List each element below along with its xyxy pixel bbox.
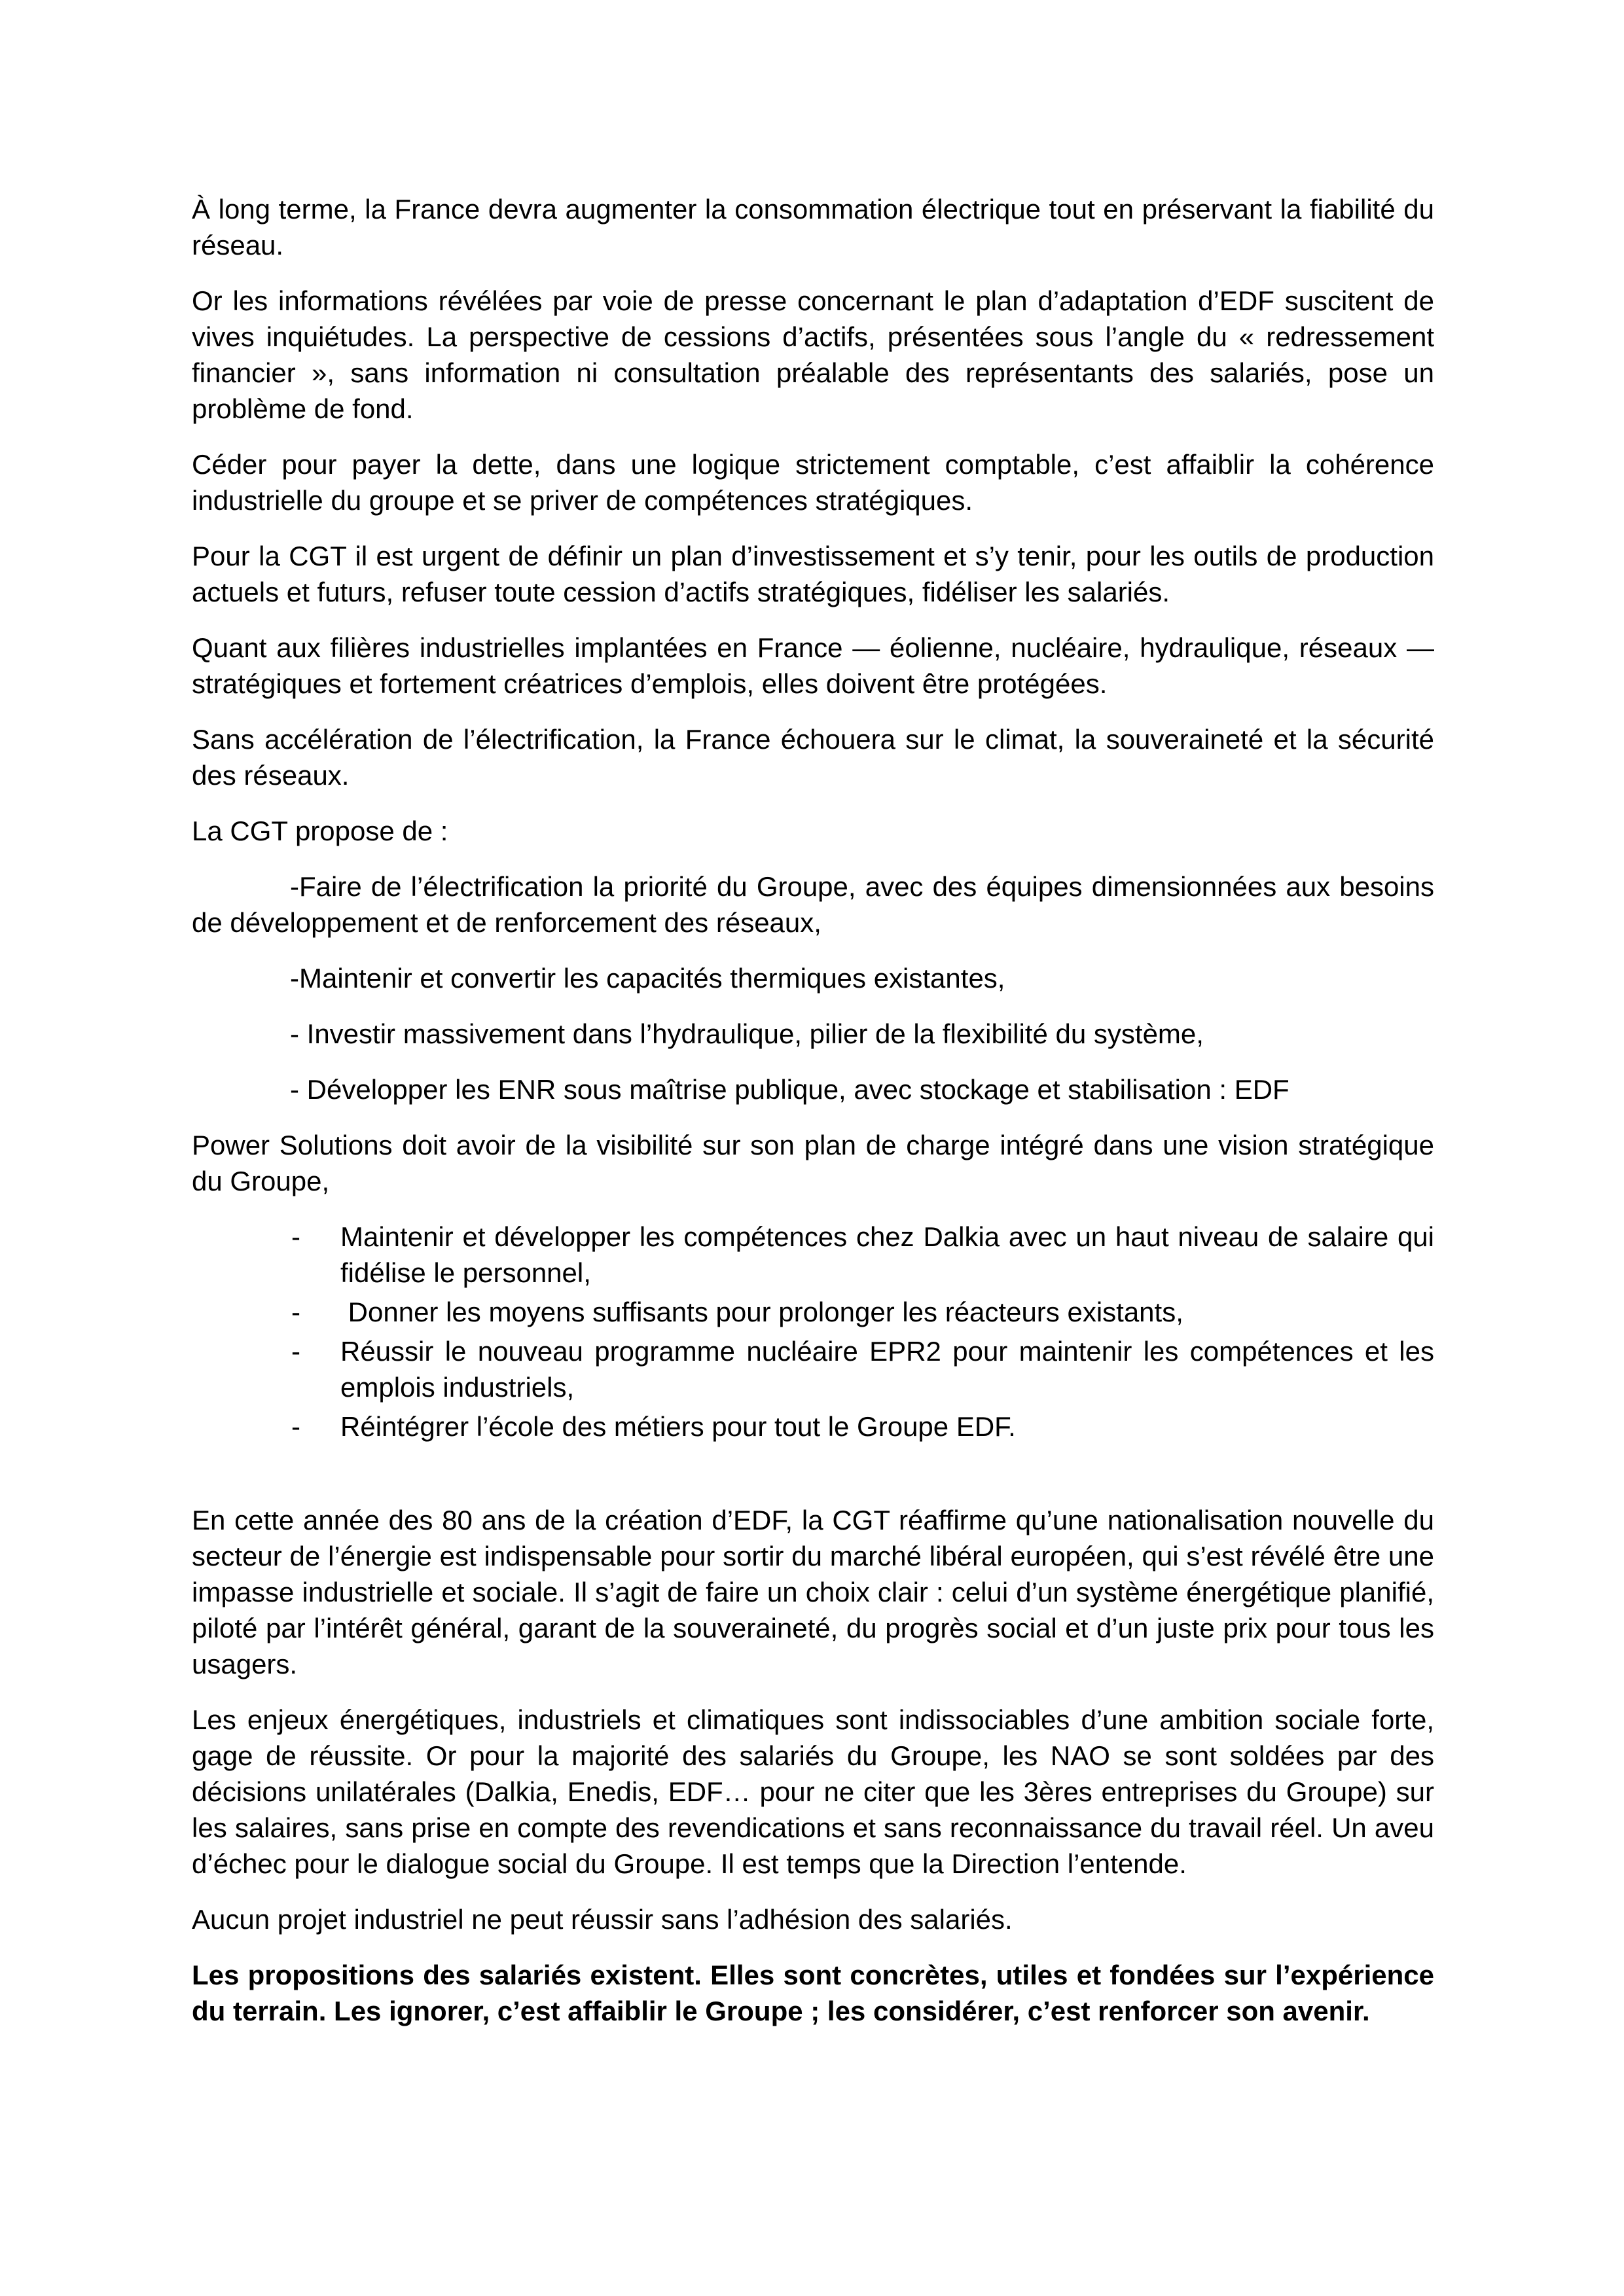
body-paragraph: Aucun projet industriel ne peut réussir sans l’adhésion des salariés.: [192, 1904, 1013, 1935]
body-paragraph: En cette année des 80 ans de la création d’EDF, la CGT réaffirme qu’une nationalisation nouvelle du secteur de l’énergie est indispensable pour sortir du marché libéral européen, qui s’est révélé être une impasse industrielle et sociale. Il s’agit de faire un choix clair : celui d’un système énergétique planifié, piloté par l’intérêt général, garant de la souveraineté, du progrès social et d’un juste prix pour tous les usagers.: [192, 1505, 1434, 1679]
dash-list-item: - Maintenir et développer les compétences chez Dalkia avec un haut niveau de salaire qui fidélise le personnel,: [192, 1219, 1434, 1291]
dash-list-item: - Réussir le nouveau programme nucléaire EPR2 pour maintenir les compétences et les emplois industriels,: [192, 1333, 1434, 1405]
body-paragraph: Power Solutions doit avoir de la visibilité sur son plan de charge intégré dans une vision stratégique du Groupe,: [192, 1130, 1434, 1196]
dash-list-item: - Réintégrer l’école des métiers pour tout le Groupe EDF.: [192, 1408, 1434, 1444]
body-paragraph: Sans accélération de l’électrification, la France échouera sur le climat, la souveraineté et la sécurité des réseaux.: [192, 724, 1434, 791]
tab-indent-item: - Développer les ENR sous maîtrise publique, avec stockage et stabilisation : EDF: [290, 1074, 1290, 1105]
dash-list-item: - Donner les moyens suffisants pour prolonger les réacteurs existants,: [192, 1294, 1434, 1330]
body-paragraph: Céder pour payer la dette, dans une logique strictement comptable, c’est affaiblir la cohérence industrielle du groupe et se priver de compétences stratégiques.: [192, 449, 1434, 516]
body-paragraph: Pour la CGT il est urgent de définir un plan d’investissement et s’y tenir, pour les outils de production actuels et futurs, refuser toute cession d’actifs stratégiques, fidéliser les salariés.: [192, 541, 1434, 607]
body-paragraph: Quant aux filières industrielles implantées en France — éolienne, nucléaire, hydraulique, réseaux — stratégiques et fortement créatrices d’emplois, elles doivent être protégées.: [192, 632, 1434, 699]
tab-indent-item: -Maintenir et convertir les capacités thermiques existantes,: [290, 963, 1005, 994]
dash-list: [192, 1219, 1434, 1444]
body-paragraph: Or les informations révélées par voie de presse concernant le plan d’adaptation d’EDF suscitent de vives inquiétudes. La perspective de cessions d’actifs, présentées sous l’angle du « redressement financier », sans information ni consultation préalable des représentants des salariés, pose un problème de fond.: [192, 285, 1434, 424]
body-paragraph: Les enjeux énergétiques, industriels et climatiques sont indissociables d’une ambition sociale forte, gage de réussite. Or pour la majorité des salariés du Groupe, les NAO se sont soldées par des décisions unilatérales (Dalkia, Enedis, EDF… pour ne citer que les 3ères entreprises du Groupe) sur les salaires, sans prise en compte des revendications et sans reconnaissance du travail réel. Un aveu d’échec pour le dialogue social du Groupe. Il est temps que la Direction l’entende.: [192, 1704, 1434, 1879]
body-paragraph: À long terme, la France devra augmenter la consommation électrique tout en préservant la fiabilité du réseau.: [192, 194, 1434, 260]
tab-indent-item: - Investir massivement dans l’hydraulique, pilier de la flexibilité du système,: [290, 1018, 1204, 1049]
list-intro-paragraph: La CGT propose de :: [192, 816, 448, 846]
bold-conclusion-paragraph: Les propositions des salariés existent. Elles sont concrètes, utiles et fondées sur l’expérience du terrain. Les ignorer, c’est affaiblir le Groupe ; les considérer, c’est renforcer son avenir.: [192, 1960, 1434, 2026]
tab-indent-item: -Faire de l’électrification la priorité du Groupe, avec des équipes dimensionnées aux besoins de développement et de renforcement des réseaux,: [192, 871, 1434, 938]
